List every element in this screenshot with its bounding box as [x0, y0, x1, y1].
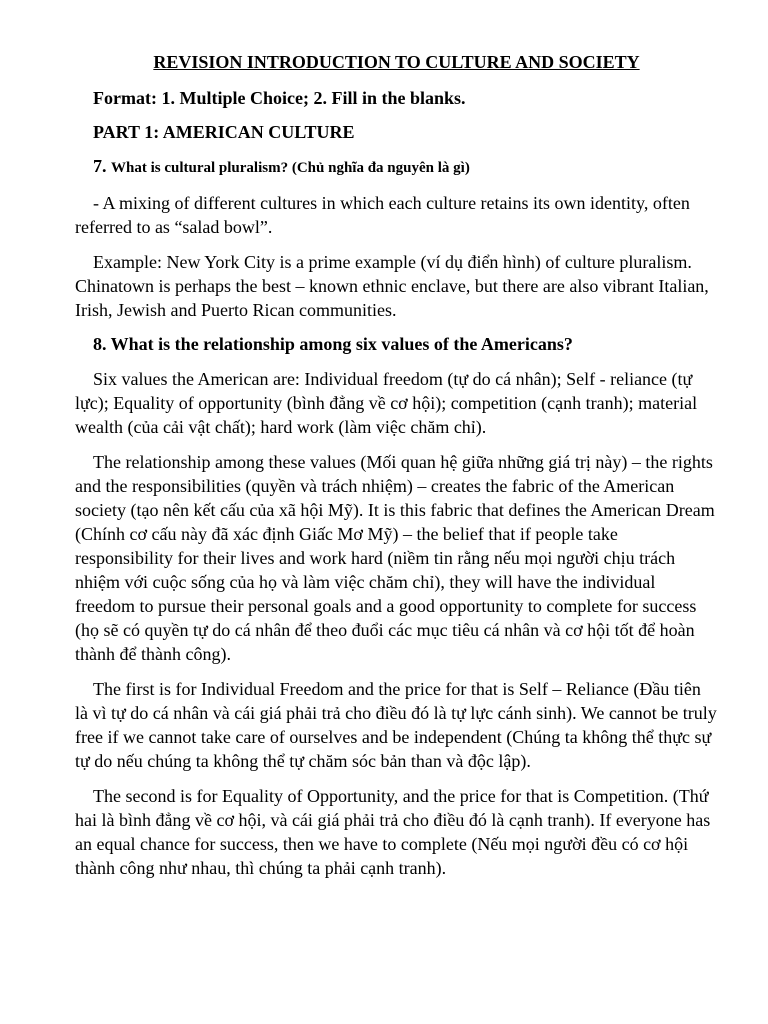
question-8-paragraph: The first is for Individual Freedom and the price for that is Self – Reliance (Đầu tiên là vì tự do cá nhân và cái giá phải trả cho điều đó là tự lực cánh sinh). We cannot be truly free if we cannot take care of ourselves and be independent (Chúng ta không thể thực sự tự do nếu chúng ta không thể tự chăm sóc bản than và độc lập).: [75, 679, 717, 771]
question-7-text: What is cultural pluralism? (Chủ nghĩa đa nguyên là gì): [111, 160, 470, 176]
document-title: REVISION INTRODUCTION TO CULTURE AND SOCIETY: [153, 52, 640, 72]
question-7-answer: - A mixing of different cultures in which each culture retains its own identity, often referred to as “salad bowl”.: [75, 193, 690, 237]
question-7: [75, 155, 718, 179]
question-7-number: 7.: [93, 156, 107, 176]
part-heading: PART 1: AMERICAN CULTURE: [93, 122, 355, 142]
question-8-paragraph: The relationship among these values (Mối quan hệ giữa những giá trị này) – the rights and the responsibilities (quyền và trách nhiệm) – creates the fabric of the American society (tạo nên kết cấu của xã hội Mỹ). It is this fabric that defines the American Dream (Chính cơ cấu này đã xác định Giấc Mơ Mỹ) – the belief that if people take responsibility for their lives and work hard (niềm tin rằng nếu mọi người chịu trách nhiệm với cuộc sống của họ và làm việc chăm chỉ), they will have the individual freedom to pursue their personal goals and a good opportunity to complete for success (họ sẽ có quyền tự do cá nhân để theo đuổi các mục tiêu cá nhân và cơ hội tốt để hoàn thành để thành công).: [75, 452, 715, 664]
question-7-example: Example: New York City is a prime example (ví dụ điển hình) of culture pluralism. Chinatown is perhaps the best – known ethnic enclave, but there are also vibrant Italian, Irish, Jewish and Puerto Rican communities.: [75, 252, 709, 320]
question-8-paragraph: Six values the American are: Individual freedom (tự do cá nhân); Self - reliance (tự lực); Equality of opportunity (bình đẳng về cơ hội); competition (cạnh tranh); material wealth (của cải vật chất); hard work (làm việc chăm chỉ).: [75, 369, 698, 437]
question-8-paragraph: The second is for Equality of Opportunity, and the price for that is Competition. (Thứ hai là bình đẳng về cơ hội, và cái giá phải trả cho điều đó là cạnh tranh). If everyone has an equal chance for success, then we have to complete (Nếu mọi người đều có cơ hội thành công như nhau, thì chúng ta phải cạnh tranh).: [75, 786, 711, 878]
question-8: 8. What is the relationship among six values of the Americans?: [93, 334, 573, 354]
format-line: Format: 1. Multiple Choice; 2. Fill in the blanks.: [93, 88, 466, 108]
